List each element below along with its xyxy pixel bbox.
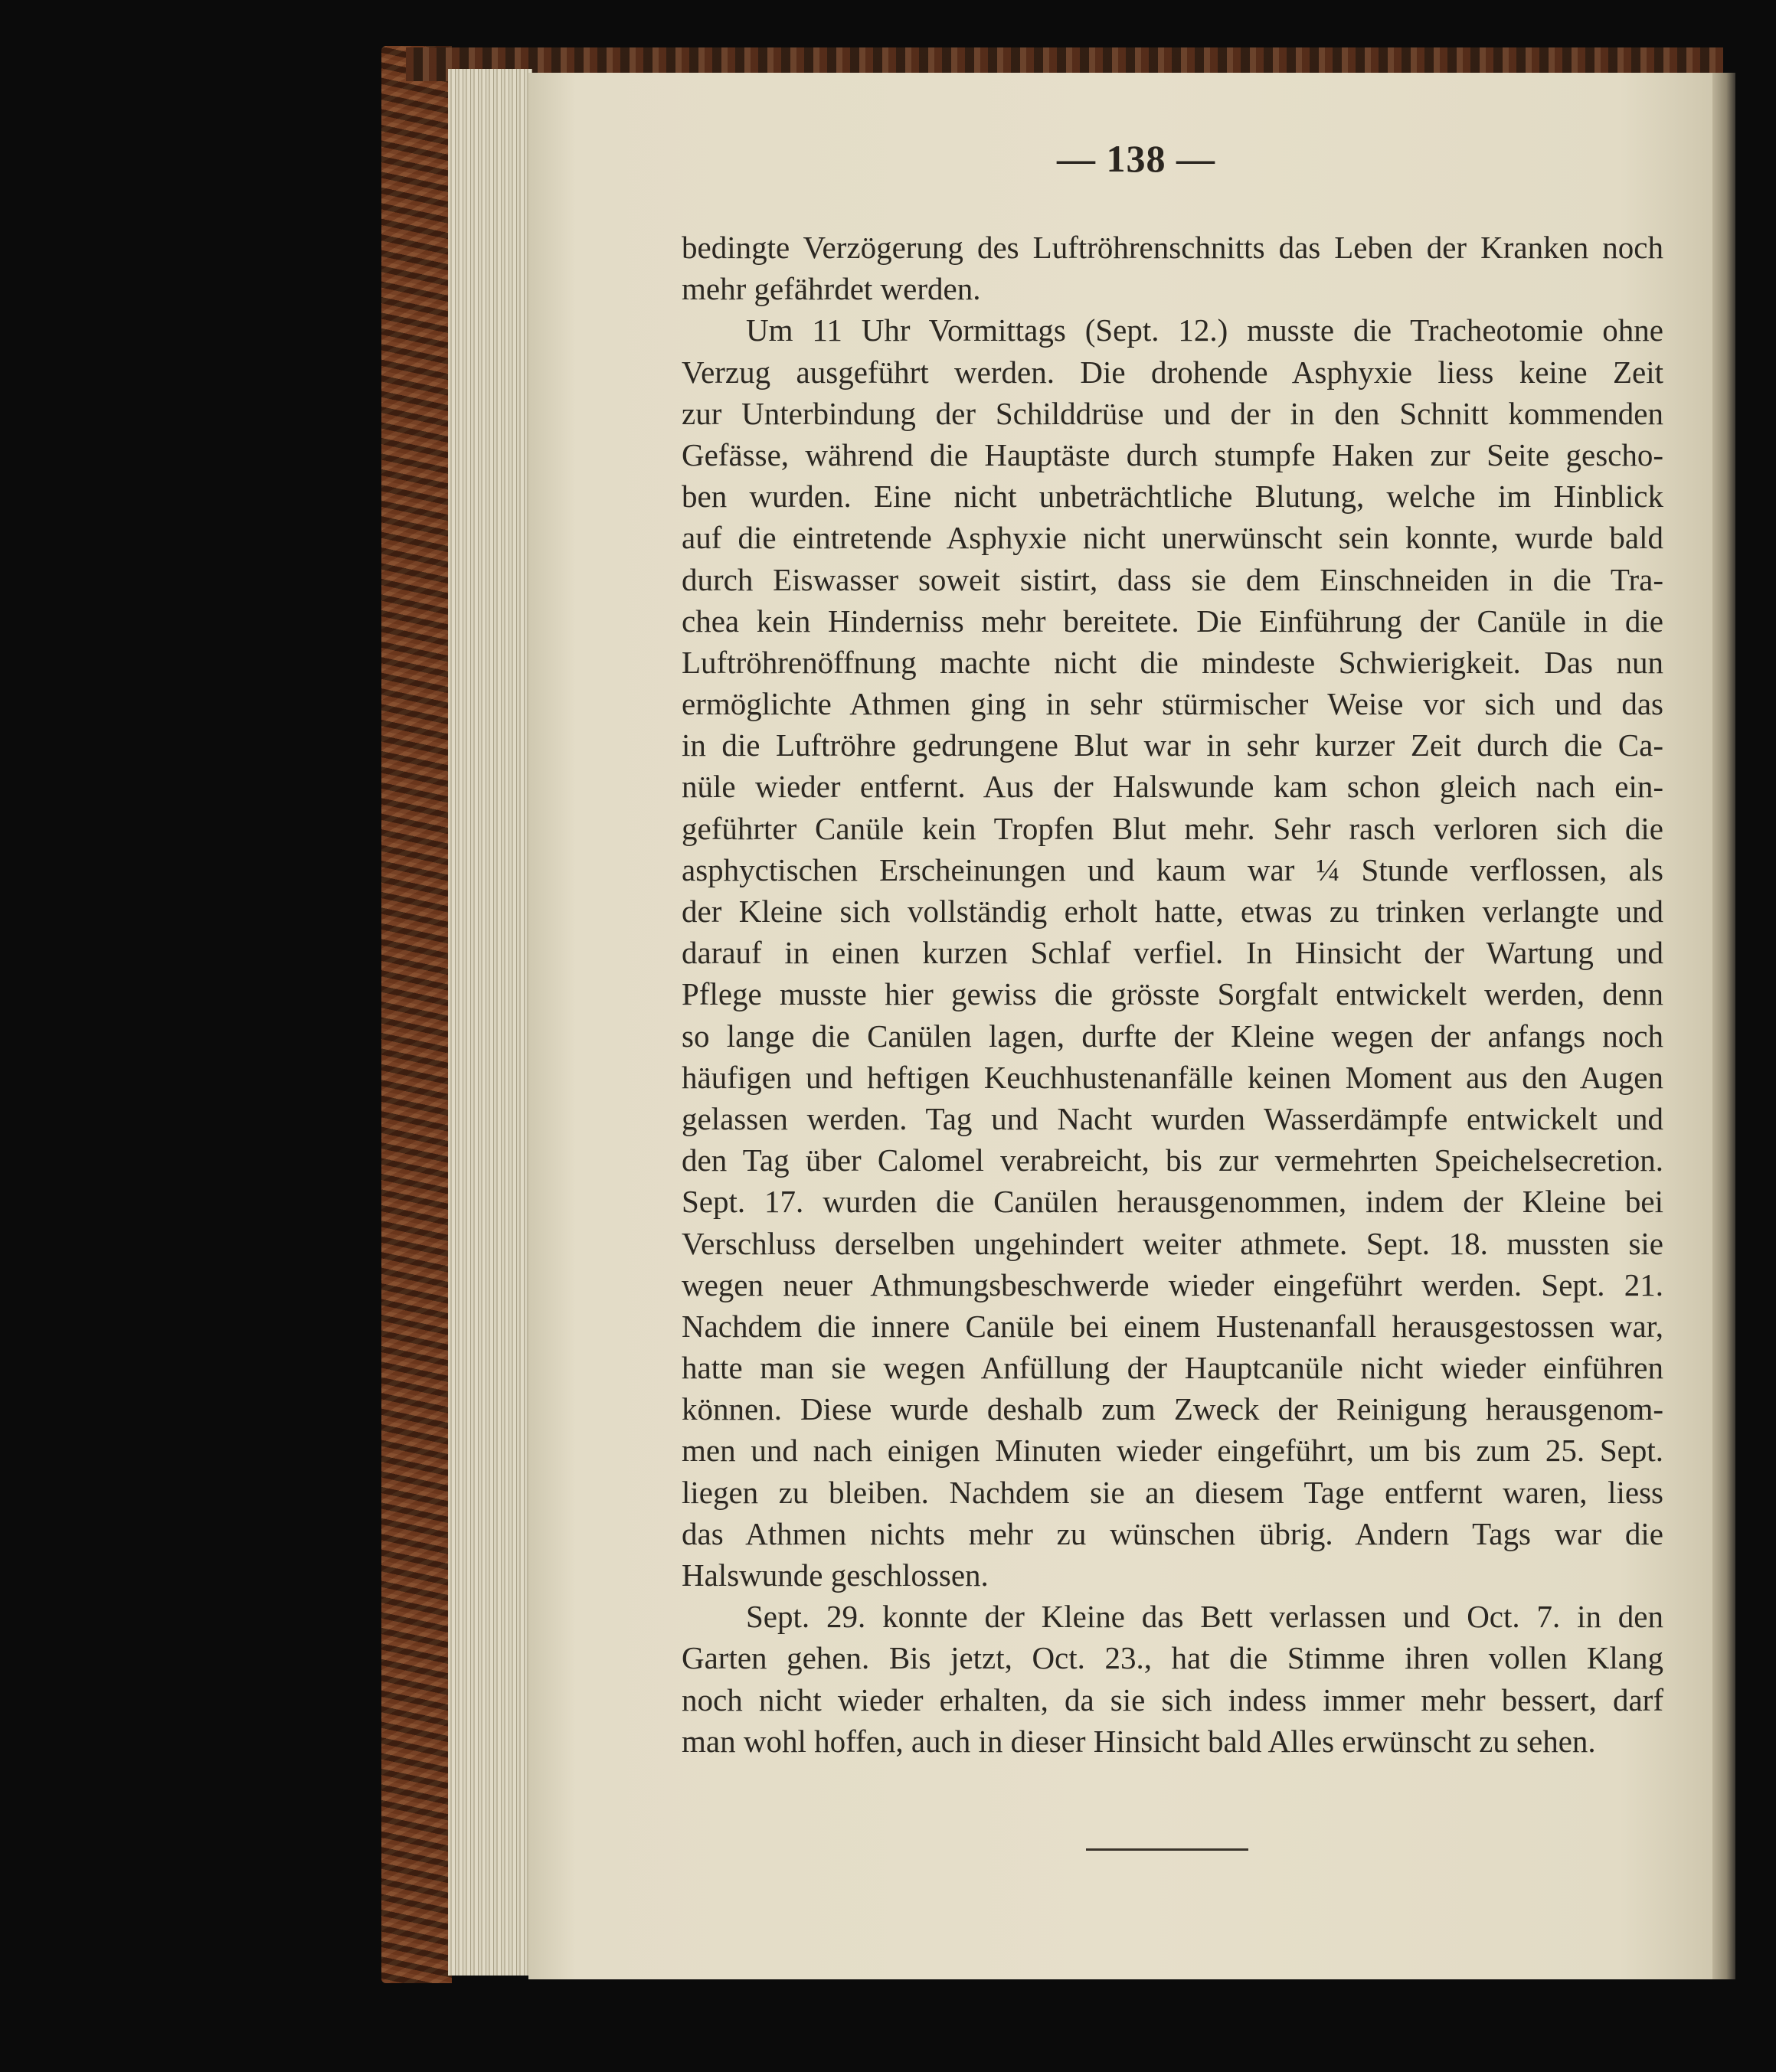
paragraph [682,227,1663,309]
text-line: hatte man sie wegen Anfüllung der Hauptcanüle nicht wieder einführen [682,1350,1663,1386]
text-line: men und nach einigen Minuten wieder eingeführt, um bis zum 25. Sept. [682,1433,1663,1469]
text-line: gelassen werden. Tag und Nacht wurden Wasserdämpfe entwickelt und [682,1100,1663,1136]
text-line: Pflege musste hier gewiss die grösste Sorgfalt entwickelt werden, denn [682,976,1663,1012]
text-line: zur Unterbindung der Schilddrüse und der in den Schnitt kommenden [682,395,1663,431]
page-stack [448,69,532,1976]
text-line: Gefässe, während die Hauptäste durch stumpfe Haken zur Seite gescho- [682,436,1663,472]
text-line: asphyctischen Erscheinungen und kaum war ¼ Stunde verflossen, als [682,851,1663,887]
text-line: Garten gehen. Bis jetzt, Oct. 23., hat die Stimme ihren vollen Klang [682,1640,1663,1676]
page-number: — 138 — [1057,137,1215,180]
text-line: ermöglichte Athmen ging in sehr stürmischer Weise vor sich und das [682,686,1663,722]
text-line: Nachdem die innere Canüle bei einem Hustenanfall herausgestossen war, [682,1308,1663,1344]
text-line: liegen zu bleiben. Nachdem sie an diesem Tage entfernt waren, liess [682,1474,1663,1510]
text-line: Verschluss derselben ungehindert weiter athmete. Sept. 18. mussten sie [682,1225,1663,1261]
text-line: noch nicht wieder erhalten, da sie sich indess immer mehr bessert, darf [682,1681,1663,1717]
text-line: Sept. 17. wurden die Canülen herausgenommen, indem der Kleine bei [682,1184,1663,1220]
text-line: so lange die Canülen lagen, durfte der Kleine wegen der anfangs noch [682,1018,1663,1054]
text-line: geführter Canüle kein Tropfen Blut mehr. Sehr rasch verloren sich die [682,810,1663,846]
text-line: ben wurden. Eine nicht unbeträchtliche Blutung, welche im Hinblick [682,479,1663,515]
text-line: Luftröhrenöffnung machte nicht die mindeste Schwierigkeit. Das nun [682,644,1663,680]
text-line: Sept. 29. konnte der Kleine das Bett verlassen und Oct. 7. in den [746,1599,1663,1635]
closing-rule [1086,1848,1248,1851]
text-line: der Kleine sich vollständig erholt hatte, etwas zu trinken verlangte und [682,894,1663,929]
text-line: darauf in einen kurzen Schlaf verfiel. In Hinsicht der Wartung und [682,935,1663,971]
text-line: den Tag über Calomel verabreicht, bis zur vermehrten Speichelsecretion. [682,1142,1663,1178]
text-line: nüle wieder entfernt. Aus der Halswunde kam schon gleich nach ein- [682,769,1663,805]
page-right-edge [1712,73,1735,1979]
book-edge-marbled [381,46,452,1983]
text-line: können. Diese wurde deshalb zum Zweck der Reinigung herausgenom- [682,1391,1663,1427]
text-line: das Athmen nichts mehr zu wünschen übrig. Andern Tags war die [682,1515,1663,1551]
text-line: Halswunde geschlossen. [682,1557,989,1593]
text-line: auf die eintretende Asphyxie nicht unerwünscht sein konnte, wurde bald [682,520,1663,556]
text-line: bedingte Verzögerung des Luftröhrenschnitts das Leben der Kranken noch [682,230,1663,265]
text-line: Um 11 Uhr Vormittags (Sept. 12.) musste die Tracheotomie ohne [746,312,1663,348]
text-line: Verzug ausgeführt werden. Die drohende Asphyxie liess keine Zeit [682,354,1663,390]
text-line: chea kein Hinderniss mehr bereitete. Die Einführung der Canüle in die [682,603,1663,639]
text-line: wegen neuer Athmungsbeschwerde wieder eingeführt werden. Sept. 21. [682,1266,1663,1302]
text-line: durch Eiswasser soweit sistirt, dass sie dem Einschneiden in die Tra- [682,561,1663,597]
text-line: in die Luftröhre gedrungene Blut war in sehr kurzer Zeit durch die Ca- [682,727,1663,763]
text-line: man wohl hoffen, auch in dieser Hinsicht bald Alles erwünscht zu sehen. [682,1723,1596,1759]
paragraph [682,1596,1663,1762]
text-line: häufigen und heftigen Keuchhustenanfälle keinen Moment aus den Augen [682,1059,1663,1095]
body-text [682,227,1663,1762]
paragraph [682,309,1663,1596]
text-line: mehr gefährdet werden. [682,271,981,307]
